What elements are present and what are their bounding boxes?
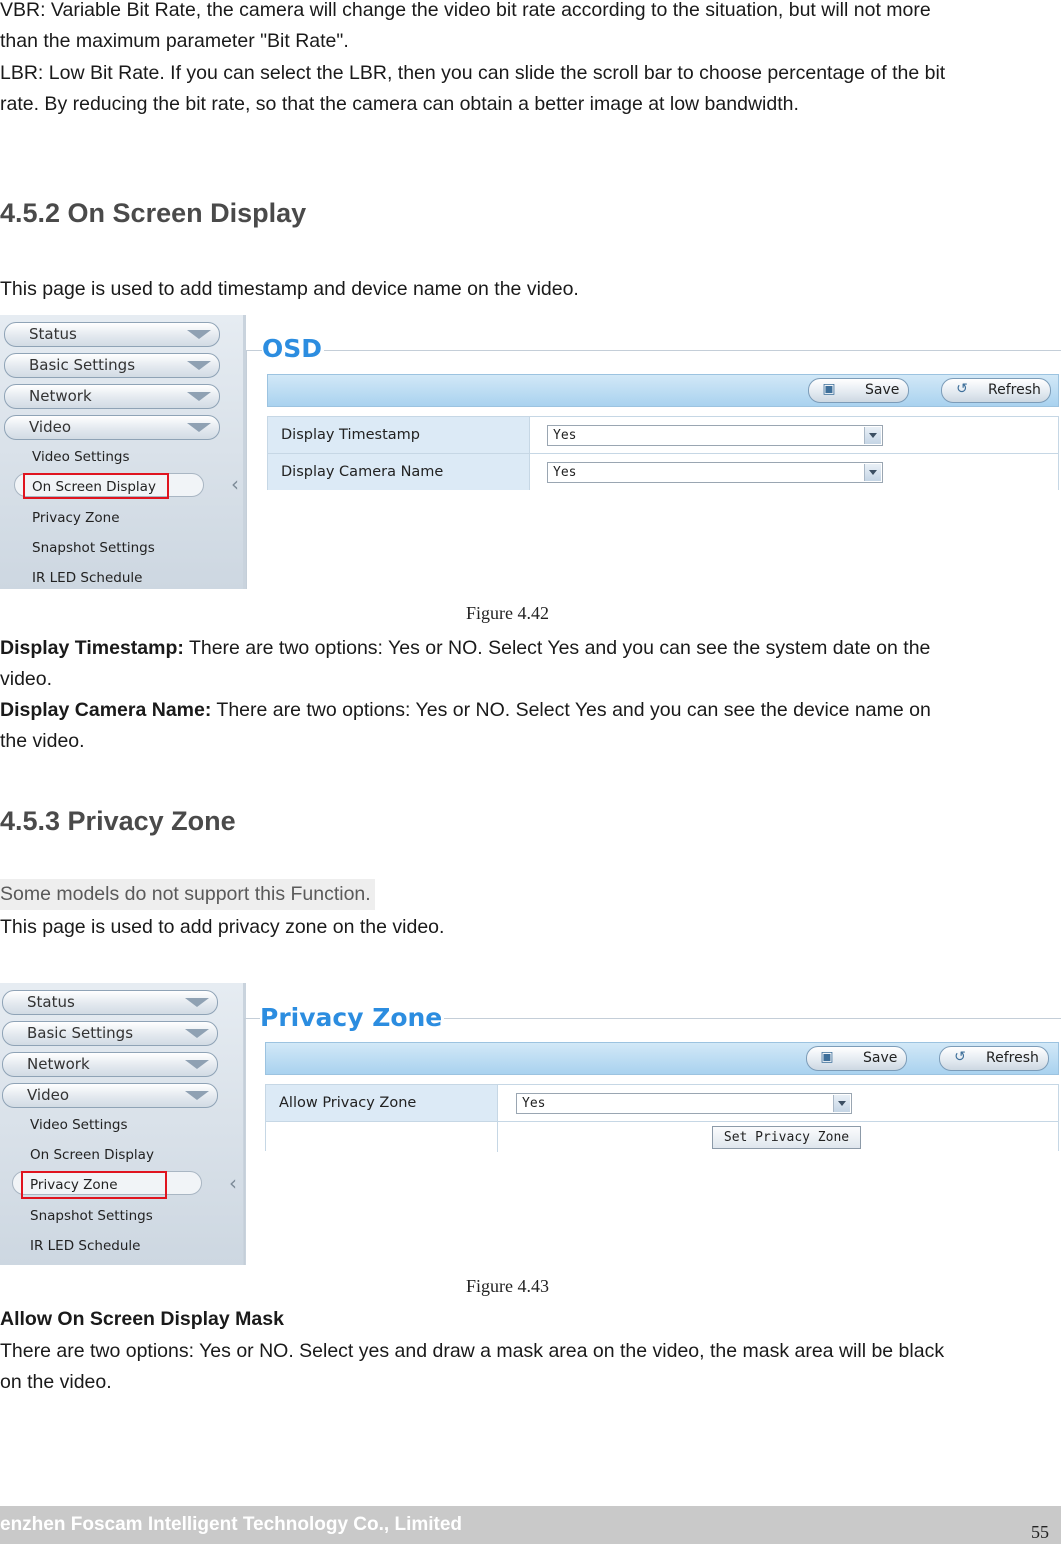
menu-status-label: Status	[27, 993, 75, 1011]
desc-display-timestamp	[0, 633, 930, 664]
highlight-box	[21, 1171, 167, 1199]
submenu-privacy-zone[interactable]: Privacy Zone	[30, 1177, 118, 1193]
menu-network[interactable]	[2, 1052, 218, 1077]
refresh-button[interactable]	[941, 378, 1051, 403]
page-number: 55	[1031, 1522, 1049, 1542]
form-row-display-camera-name	[268, 453, 1058, 490]
chevron-down-icon	[185, 1029, 209, 1038]
panel-title: Privacy Zone	[260, 1003, 443, 1032]
lbr-line-1: LBR: Low Bit Rate. If you can select the LBR, then you can slide the scroll bar to choose percentage of the bit	[0, 62, 946, 84]
osd-screenshot	[0, 315, 1061, 589]
form-value	[498, 1122, 1058, 1152]
section-heading-osd: 4.5.2 On Screen Display	[0, 198, 307, 228]
chevron-down-icon	[187, 361, 211, 370]
refresh-button[interactable]	[939, 1046, 1049, 1071]
save-button-label: Save	[865, 382, 900, 398]
submenu-ir-led-schedule[interactable]: IR LED Schedule	[30, 1238, 141, 1254]
submenu-on-screen-display[interactable]: On Screen Display	[32, 479, 156, 495]
desc-text: There are two options: Yes or NO. Select Yes and you can see the system date on the	[183, 637, 931, 659]
form-label: Allow Privacy Zone	[266, 1085, 498, 1121]
desc-text: There are two options: Yes or NO. Select Yes and you can see the device name on	[211, 699, 931, 721]
floppy-disk-icon: ▣	[820, 1049, 834, 1065]
panel-border-left	[244, 1018, 245, 1265]
chevron-down-icon	[185, 1091, 209, 1100]
set-privacy-zone-button[interactable]: Set Privacy Zone	[712, 1126, 861, 1149]
menu-status[interactable]	[4, 322, 220, 347]
menu-network[interactable]	[4, 384, 220, 409]
display-camera-name-select[interactable]	[547, 462, 883, 483]
select-value: Yes	[522, 1096, 546, 1111]
toolbar	[267, 374, 1059, 407]
form-value	[530, 454, 1058, 490]
submenu-on-screen-display[interactable]: On Screen Display	[30, 1147, 154, 1163]
form-value	[498, 1085, 1058, 1121]
desc-display-timestamp-cont: video.	[0, 668, 53, 690]
form-label-empty	[266, 1122, 498, 1152]
lbr-line-2: rate. By reducing the bit rate, so that the camera can obtain a better image at low bandwidth.	[0, 93, 799, 115]
submenu-video-settings[interactable]: Video Settings	[30, 1117, 128, 1133]
menu-basic-settings-label: Basic Settings	[29, 356, 136, 374]
collapse-chevron-icon[interactable]: ‹	[231, 472, 239, 496]
refresh-arrow-icon: ↺	[954, 1049, 966, 1065]
toolbar	[265, 1042, 1059, 1075]
chevron-down-icon	[187, 392, 211, 401]
submenu-video-settings[interactable]: Video Settings	[32, 449, 130, 465]
refresh-button-label: Refresh	[988, 382, 1041, 398]
refresh-button-label: Refresh	[986, 1050, 1039, 1066]
submenu-snapshot-settings[interactable]: Snapshot Settings	[32, 540, 155, 556]
chevron-down-icon	[864, 427, 881, 444]
chevron-down-icon	[864, 464, 881, 481]
allow-privacy-zone-select[interactable]	[516, 1093, 852, 1114]
osd-intro: This page is used to add timestamp and device name on the video.	[0, 278, 579, 300]
figure-caption-4-43: Figure 4.43	[466, 1276, 549, 1296]
section-heading-privacy: 4.5.3 Privacy Zone	[0, 806, 236, 836]
sidebar-menu	[0, 315, 246, 589]
chevron-down-icon	[187, 330, 211, 339]
panel-title: OSD	[262, 334, 323, 363]
form-row-allow-privacy-zone	[266, 1085, 1058, 1121]
submenu-privacy-zone[interactable]: Privacy Zone	[32, 510, 120, 526]
desc-privacy-line-2: on the video.	[0, 1371, 112, 1393]
menu-network-label: Network	[29, 387, 92, 405]
chevron-down-icon	[185, 1060, 209, 1069]
refresh-arrow-icon: ↺	[956, 381, 968, 397]
menu-status-label: Status	[29, 325, 77, 343]
highlight-box	[23, 473, 169, 499]
form-row-set-privacy-zone	[266, 1121, 1058, 1152]
privacy-note	[0, 879, 375, 910]
privacy-intro: This page is used to add privacy zone on the video.	[0, 916, 445, 938]
select-value: Yes	[553, 428, 577, 443]
menu-basic-settings[interactable]	[2, 1021, 218, 1046]
page-footer	[0, 1506, 1061, 1544]
save-button[interactable]	[806, 1046, 907, 1071]
display-timestamp-select[interactable]	[547, 425, 883, 446]
menu-video-label: Video	[29, 418, 72, 436]
menu-video[interactable]	[2, 1083, 218, 1108]
select-value: Yes	[553, 465, 577, 480]
term-display-camera-name: Display Camera Name:	[0, 699, 212, 721]
collapse-chevron-icon[interactable]: ‹	[229, 1171, 237, 1195]
chevron-down-icon	[833, 1095, 850, 1112]
form-label: Display Camera Name	[268, 454, 530, 490]
save-button[interactable]	[808, 378, 909, 403]
desc-privacy-title: Allow On Screen Display Mask	[0, 1308, 284, 1330]
desc-display-camera-name-cont: the video.	[0, 730, 85, 752]
form-label: Display Timestamp	[268, 417, 530, 453]
menu-basic-settings-label: Basic Settings	[27, 1024, 134, 1042]
privacy-form	[265, 1084, 1059, 1151]
form-value	[530, 417, 1058, 453]
osd-form	[267, 416, 1059, 490]
save-button-label: Save	[863, 1050, 898, 1066]
panel-border	[246, 350, 1061, 351]
privacy-screenshot	[0, 983, 1061, 1265]
menu-video-label: Video	[27, 1086, 70, 1104]
menu-basic-settings[interactable]	[4, 353, 220, 378]
panel-border-left	[246, 350, 247, 589]
chevron-down-icon	[185, 998, 209, 1007]
menu-video[interactable]	[4, 415, 220, 440]
sidebar-menu	[0, 983, 246, 1265]
figure-caption-4-42: Figure 4.42	[466, 603, 549, 623]
footer-company: enzhen Foscam Intelligent Technology Co., Limited	[0, 1514, 463, 1535]
vbr-line-2: than the maximum parameter "Bit Rate".	[0, 30, 349, 52]
note-highlight: Some models do not support this Function.	[0, 879, 375, 910]
floppy-disk-icon: ▣	[822, 381, 836, 397]
submenu-snapshot-settings[interactable]: Snapshot Settings	[30, 1208, 153, 1224]
menu-status[interactable]	[2, 990, 218, 1015]
term-display-timestamp: Display Timestamp:	[0, 637, 184, 659]
chevron-down-icon	[187, 423, 211, 432]
form-row-display-timestamp	[268, 417, 1058, 453]
desc-privacy-line-1: There are two options: Yes or NO. Select yes and draw a mask area on the video, the mask area will be black	[0, 1340, 945, 1362]
desc-display-camera-name	[0, 695, 931, 726]
vbr-line-1: VBR: Variable Bit Rate, the camera will change the video bit rate according to the situation, but will not more	[0, 0, 931, 21]
submenu-ir-led-schedule[interactable]: IR LED Schedule	[32, 570, 143, 586]
menu-network-label: Network	[27, 1055, 90, 1073]
